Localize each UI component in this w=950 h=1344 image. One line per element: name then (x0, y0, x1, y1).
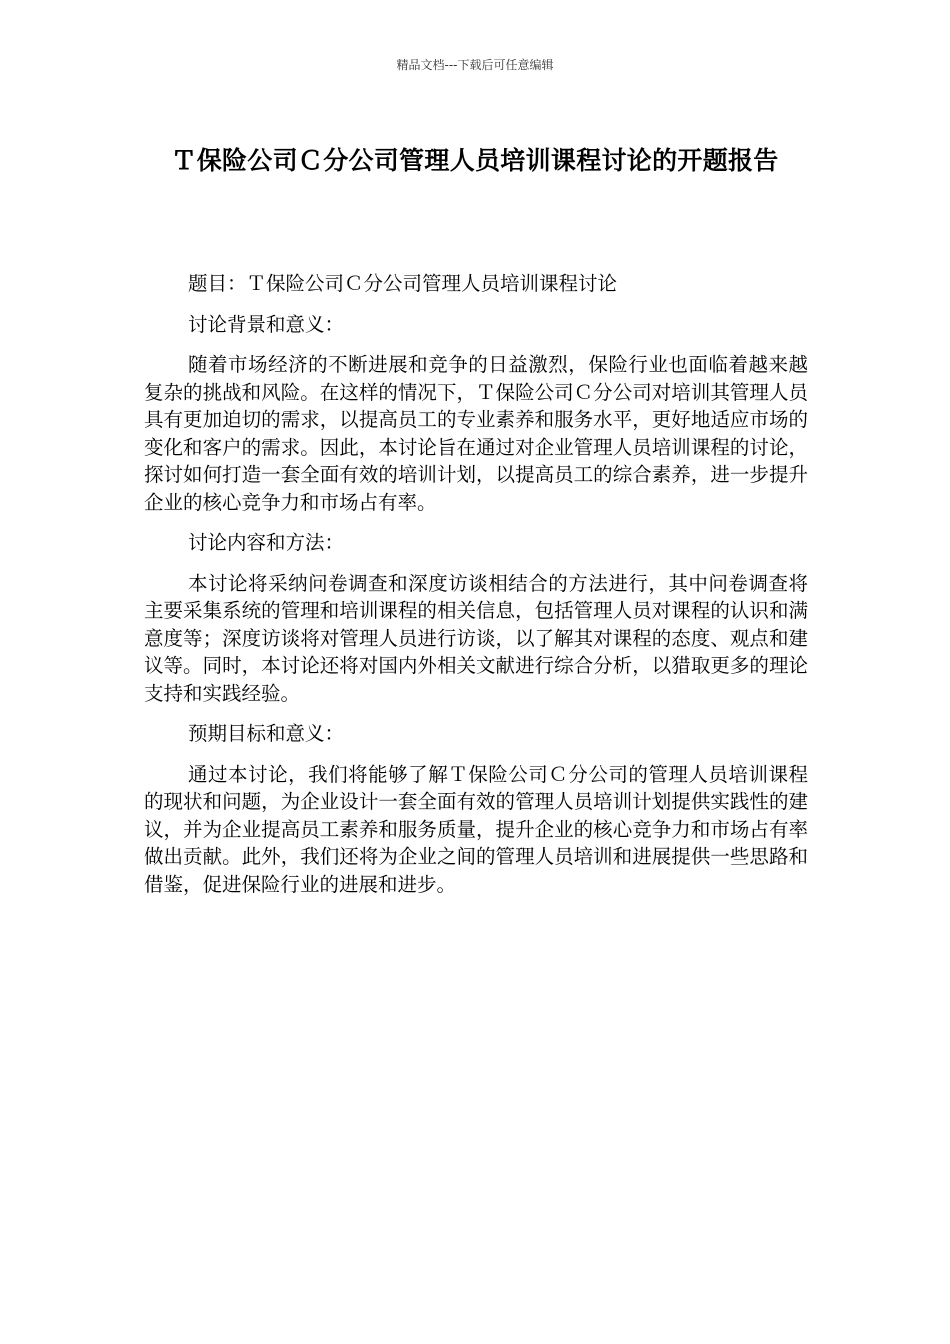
section-heading-goals: 预期目标和意义： (188, 722, 345, 745)
document-body (144, 270, 808, 911)
section-body-background: 随着市场经济的不断进展和竞争的日益激烈，保险行业也面临着越来越复杂的挑战和风险。在这样的情况下，Ｔ保险公司Ｃ分公司对培训其管理人员具有更加迫切的需求，以提高员工的专业素养和服务水平，更好地适应市场的变化和客户的需求。因此，本讨论旨在通过对企业管理人员培训课程的讨论，探讨如何打造一套全面有效的培训计划，以提高员工的综合素养，进一步提升企业的核心竞争力和市场占有率。 (144, 353, 808, 514)
subject-line: 题目：Ｔ保险公司Ｃ分公司管理人员培训课程讨论 (188, 272, 618, 295)
section-body-method: 本讨论将采纳问卷调查和深度访谈相结合的方法进行，其中问卷调查将主要采集系统的管理和培训课程的相关信息，包括管理人员对课程的认识和满意度等；深度访谈将对管理人员进行访谈，以了解其对课程的态度、观点和建议等。同时，本讨论还将对国内外相关文献进行综合分析，以猎取更多的理论支持和实践经验。 (144, 571, 808, 705)
section-body-goals: 通过本讨论，我们将能够了解Ｔ保险公司Ｃ分公司的管理人员培训课程的现状和问题，为企业设计一套全面有效的管理人员培训计划提供实践性的建议，并为企业提高员工素养和服务质量，提升企业的核心竞争力和市场占有率做出贡献。此外，我们还将为企业之间的管理人员培训和进展提供一些思路和借鉴，促进保险行业的进展和进步。 (144, 762, 808, 896)
section-heading-method: 讨论内容和方法： (188, 531, 345, 554)
header-note: 精品文档---下载后可任意编辑 (396, 58, 554, 72)
section-heading-background: 讨论背景和意义： (188, 312, 345, 336)
document-title: Ｔ保险公司Ｃ分公司管理人员培训课程讨论的开题报告 (171, 146, 779, 175)
